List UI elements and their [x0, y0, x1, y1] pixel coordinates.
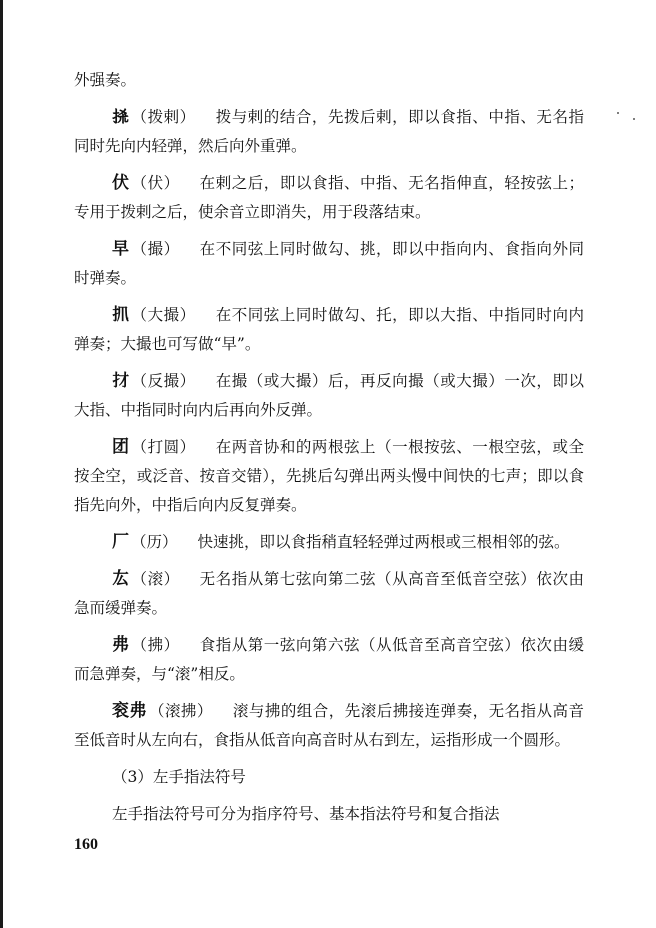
fingering-name: （打圆） — [131, 438, 196, 456]
fingering-name: （拂） — [131, 636, 180, 654]
fingering-entry — [74, 301, 584, 359]
scan-speck — [617, 112, 619, 114]
fingering-name: （反撮） — [131, 372, 196, 390]
fingering-symbol: 衮弗 — [112, 701, 147, 721]
scan-edge — [0, 0, 3, 928]
fingering-definition: 在剌之后，即以食指、中指、无名指伸直，轻按弦上；专用于拨剌之后，使余音立即消失，用于段落结束。 — [74, 174, 584, 221]
fingering-entry — [74, 565, 584, 623]
fingering-entry — [74, 433, 584, 520]
fingering-entry — [74, 235, 584, 293]
fingering-symbol: 团 — [112, 437, 130, 457]
fingering-symbol: 𢫬 — [112, 107, 130, 127]
fingering-symbol: 弗 — [112, 635, 130, 655]
fingering-name: （大撮） — [131, 306, 196, 324]
fingering-definition: 快速挑，即以食指稍直轻轻弹过两根或三根相邻的弦。 — [197, 533, 570, 551]
fingering-entry — [74, 367, 584, 425]
fingering-entry — [74, 528, 584, 557]
section-heading: （3）左手指法符号 — [112, 768, 246, 786]
fingering-definition: 在不同弦上同时做勾、挑，即以中指向内、食指向外同时弹奏。 — [74, 240, 584, 287]
fingering-name: （滚） — [131, 570, 180, 588]
page-content — [74, 66, 584, 829]
fingering-name: （撮） — [131, 240, 180, 258]
fingering-symbol: 厷 — [112, 569, 130, 589]
fingering-entries — [74, 103, 584, 755]
fingering-entry — [74, 697, 584, 755]
page-number: 160 — [74, 836, 98, 853]
fingering-definition: 滚与拂的组合，先滚后拂接连弹奏，无名指从高音至低音时从左向右，食指从低音向高音时从右到左，运指形成一个圆形。 — [74, 702, 584, 749]
fingering-entry — [74, 169, 584, 227]
fingering-definition: 在撮（或大撮）后，再反向撮（或大撮）一次，即以大指、中指同时向内后再向外反弹。 — [74, 372, 584, 419]
fingering-name: （滚拂） — [148, 702, 213, 720]
fingering-definition: 无名指从第七弦向第二弦（从高音至低音空弦）依次由急而缓弹奏。 — [74, 570, 584, 617]
fingering-symbol: 𢩰 — [112, 305, 130, 325]
fingering-symbol: 伏 — [112, 173, 130, 193]
fingering-symbol: 𢩱 — [112, 371, 130, 391]
fingering-name: （拨剌） — [131, 108, 196, 126]
fingering-definition: 拨与剌的结合，先拨后剌，即以食指、中指、无名指同时先向内轻弹，然后向外重弹。 — [74, 108, 584, 155]
scan-speck — [633, 118, 635, 120]
fingering-name: （历） — [131, 533, 178, 551]
fingering-definition: 食指从第一弦向第六弦（从低音至高音空弦）依次由缓而急弹奏，与“滚”相反。 — [74, 636, 584, 683]
fingering-definition: 在不同弦上同时做勾、托，即以大指、中指同时向内弹奏；大撮也可写做“早”。 — [74, 306, 584, 353]
body-paragraph: 左手指法符号可分为指序符号、基本指法符号和复合指法 — [112, 805, 500, 823]
fingering-entry — [74, 631, 584, 689]
fingering-symbol: 早 — [112, 239, 130, 259]
fingering-name: （伏） — [131, 174, 180, 192]
intro-line: 外强奏。 — [74, 71, 137, 89]
fingering-symbol: 厂 — [112, 532, 129, 552]
fingering-definition: 在两音协和的两根弦上（一根按弦、一根空弦，或全按全空，或泛音、按音交错），先挑后勾弹出两头慢中间快的七声；即以食指先向外，中指后向内反复弹奏。 — [74, 438, 584, 514]
fingering-entry — [74, 103, 584, 161]
